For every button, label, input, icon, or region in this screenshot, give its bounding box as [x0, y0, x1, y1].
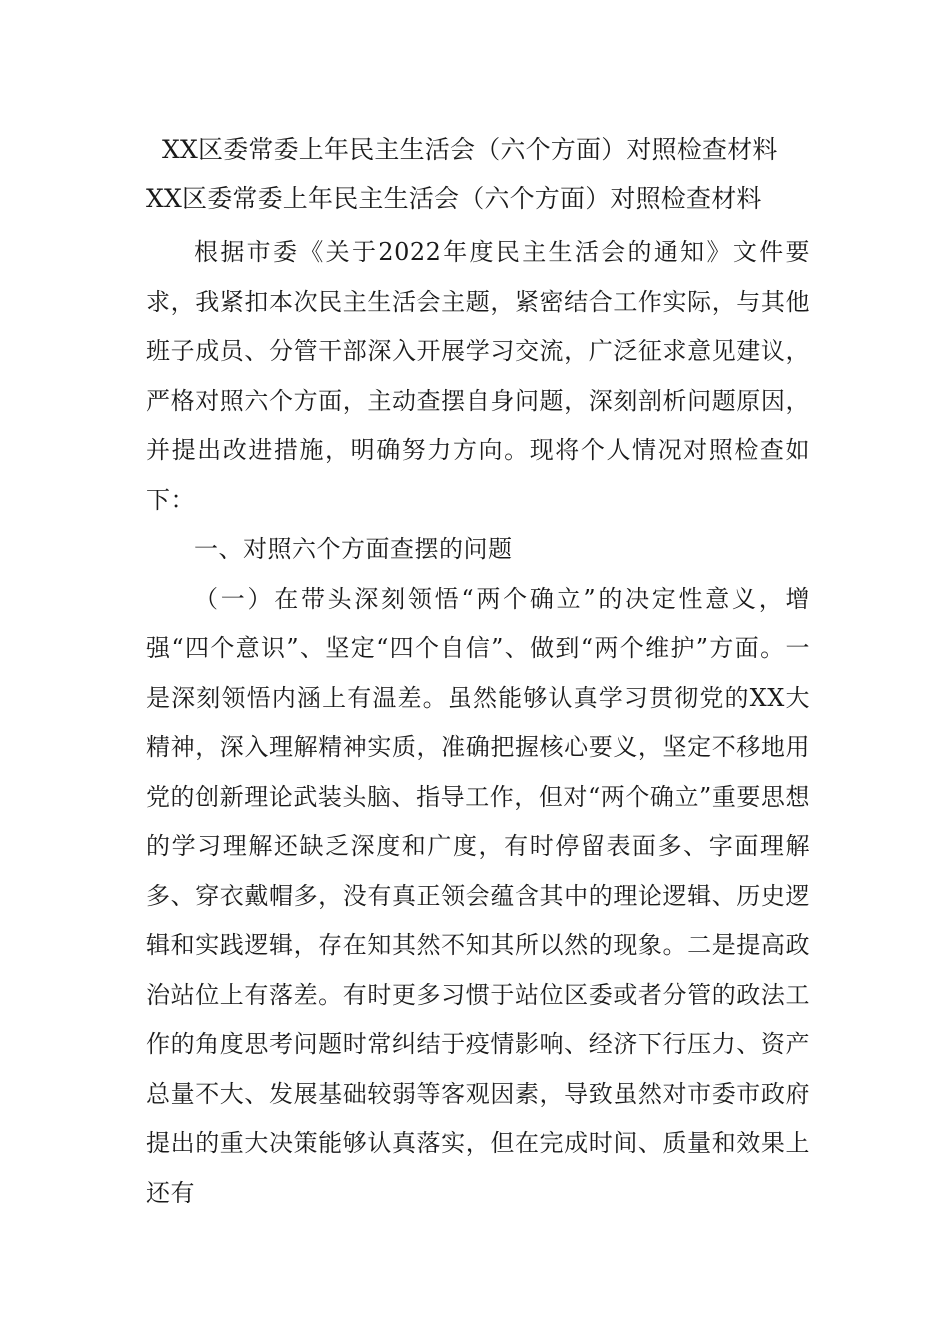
document-title-repeat: XX区委常委上年民主生活会（六个方面）对照检查材料: [146, 184, 762, 213]
section-heading: 一、对照六个方面查摆的问题: [194, 535, 513, 563]
document-title: XX区委常委上年民主生活会（六个方面）对照检查材料: [162, 135, 778, 164]
body-paragraph: （一）在带头深刻领悟“两个确立”的决定性意义，增强“四个意识”、坚定“四个自信”、做到“两个维护”方面。一是深刻领悟内涵上有温差。虽然能够认真学习贯彻党的XX大精神，深入理解精神实质，准确把握核心要义，坚定不移地用党的创新理论武装头脑、指导工作，但对“两个确立”重要思想的学习理解还缺乏深度和广度，有时停留表面多、字面理解多、穿衣戴帽多，没有真正领会蕴含其中的理论逻辑、历史逻辑和实践逻辑，存在知其然不知其所以然的现象。二是提高政治站位上有落差。有时更多习惯于站位区委或者分管的政法工作的角度思考问题时常纠结于疫情影响、经济下行压力、资产总量不大、发展基础较弱等客观因素，导致虽然对市委市政府提出的重大决策能够认真落实，但在完成时间、质量和效果上还有: [146, 584, 810, 1207]
document-body: [146, 228, 810, 1218]
intro-paragraph: 根据市委《关于2022年度民主生活会的通知》文件要求，我紧扣本次民主生活会主题，紧密结合工作实际，与其他班子成员、分管干部深入开展学习交流，广泛征求意见建议，严格对照六个方面，主动查摆自身问题，深刻剖析问题原因，并提出改进措施，明确努力方向。现将个人情况对照检查如下：: [146, 238, 810, 514]
